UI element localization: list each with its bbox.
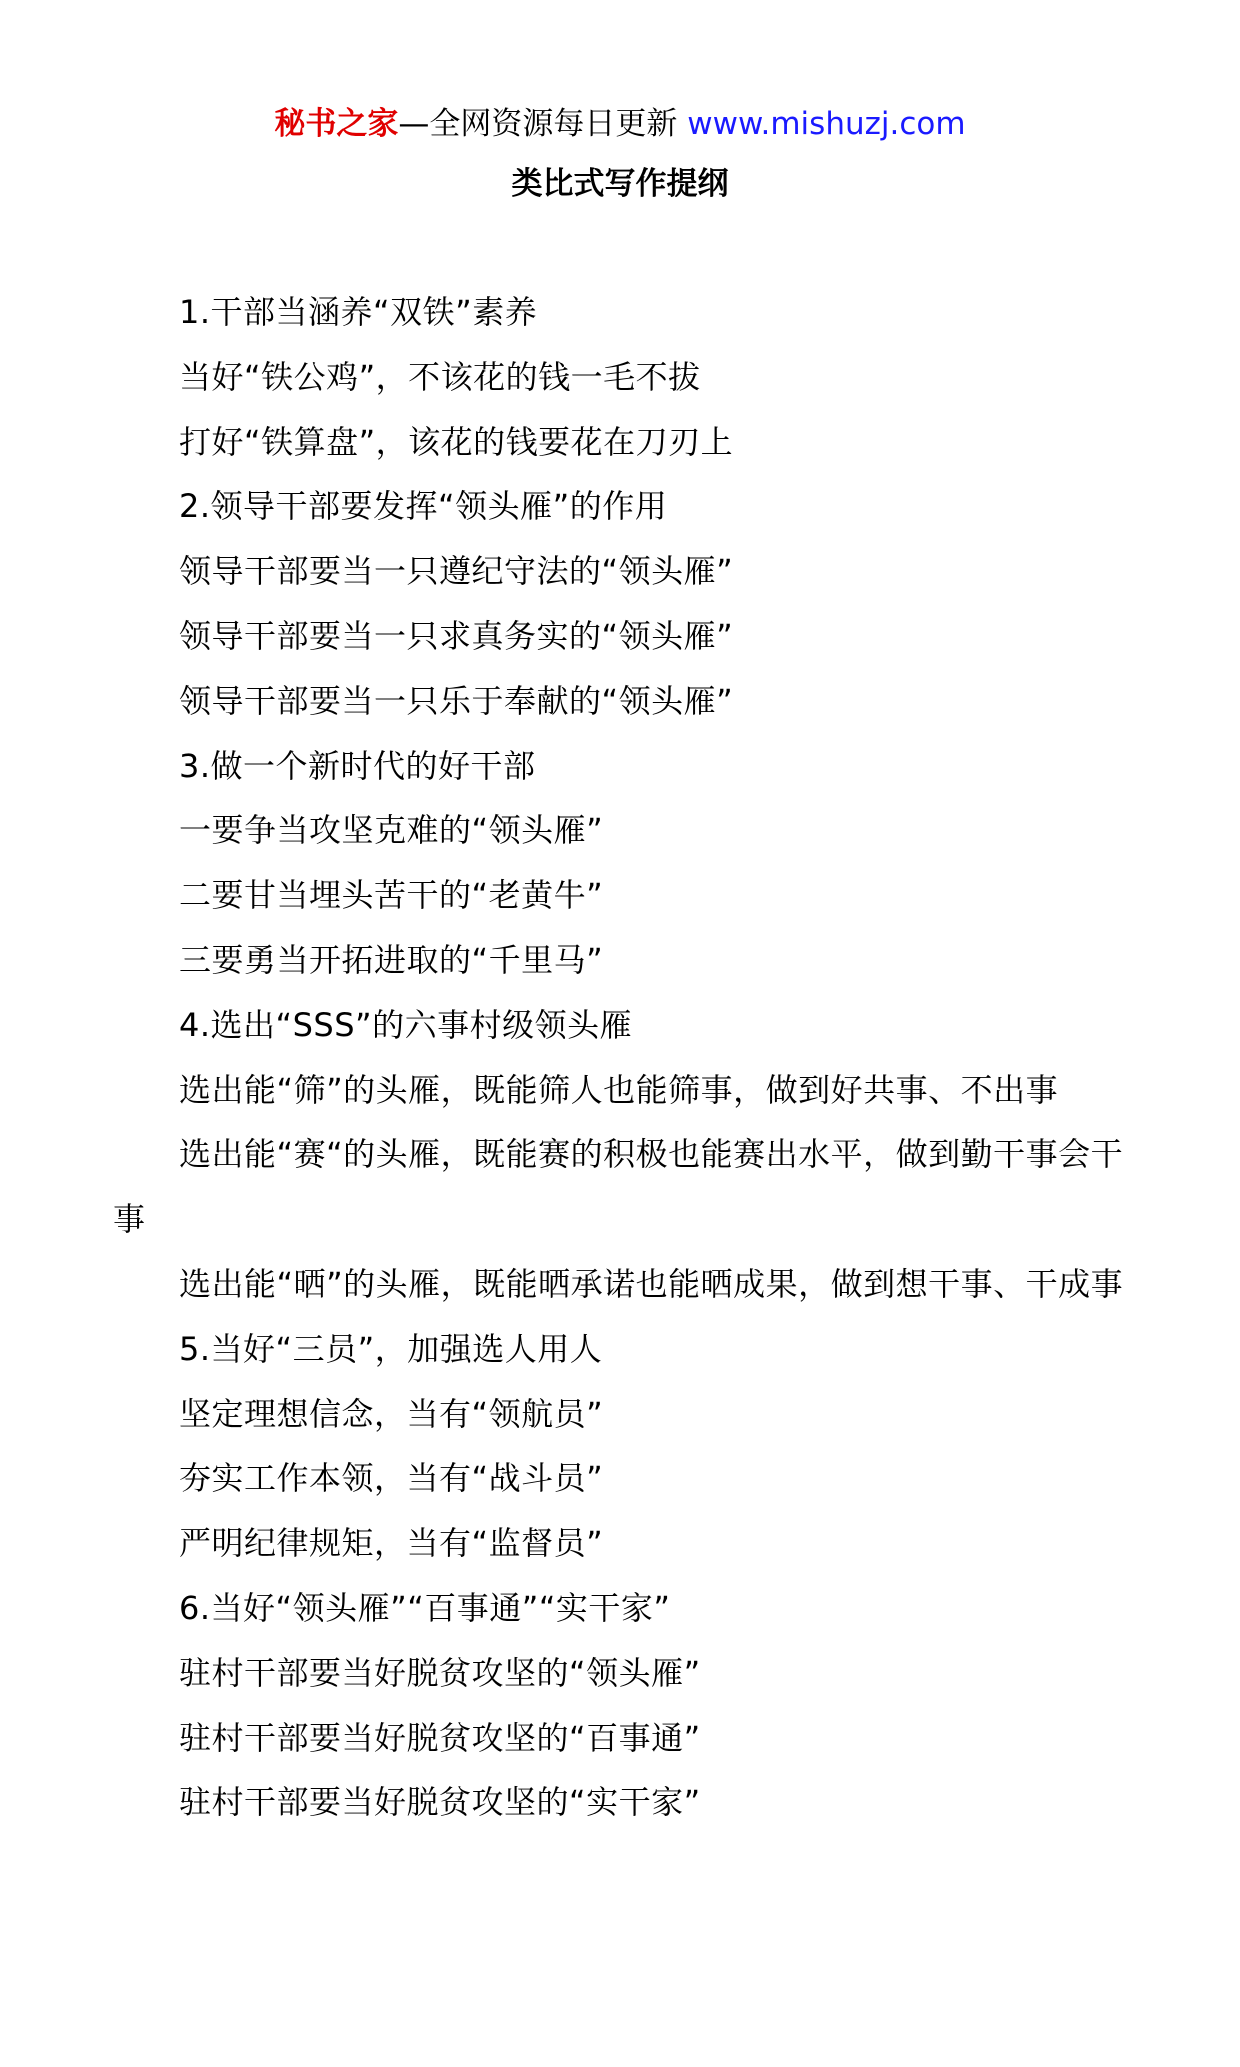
paragraph: 严明纪律规矩，当有“监督员” [179, 1524, 604, 1563]
paragraph: 驻村干部要当好脱贫攻坚的“实干家” [179, 1783, 701, 1822]
paragraph: 选出能“晒”的头雁，既能晒承诺也能晒成果，做到想干事、干成事 [179, 1264, 1124, 1303]
section-heading: 5.当好“三员”，加强选人用人 [179, 1329, 603, 1368]
paragraph: 驻村干部要当好脱贫攻坚的“领头雁” [179, 1653, 701, 1692]
paragraph: 三要勇当开拓进取的“千里马” [179, 940, 604, 979]
paragraph: 领导干部要当一只遵纪守法的“领头雁” [179, 552, 734, 591]
paragraph: 一要争当攻坚克难的“领头雁” [179, 811, 604, 850]
paragraph: 领导干部要当一只乐于奉献的“领头雁” [179, 681, 734, 720]
paragraph: 坚定理想信念，当有“领航员” [179, 1394, 604, 1433]
section-heading: 3.做一个新时代的好干部 [179, 746, 536, 785]
site-tagline: —全网资源每日更新 [398, 106, 678, 142]
site-brand: 秘书之家 [274, 106, 399, 142]
paragraph: 选出能“筛”的头雁，既能筛人也能筛事，做到好共事、不出事 [179, 1070, 1059, 1109]
paragraph: 驻村干部要当好脱贫攻坚的“百事通” [179, 1718, 701, 1757]
section-heading: 1.干部当涵养“双铁”素养 [179, 293, 538, 331]
document-body [113, 280, 1137, 1835]
site-header [0, 100, 1240, 148]
paragraph: 夯实工作本领，当有“战斗员” [179, 1459, 604, 1498]
section-heading: 6.当好“领头雁”“百事通”“实干家” [179, 1588, 671, 1627]
site-url-link[interactable]: www.mishuzj.com [687, 106, 966, 142]
paragraph: 领导干部要当一只求真务实的“领头雁” [179, 616, 734, 655]
paragraph: 二要甘当埋头苦干的“老黄牛” [179, 876, 604, 915]
section-heading: 2.领导干部要发挥“领头雁”的作用 [179, 487, 668, 526]
paragraph: 当好“铁公鸡”，不该花的钱一毛不拔 [179, 357, 701, 396]
section-heading: 4.选出“SSS”的六事村级领头雁 [179, 1005, 633, 1044]
document-title: 类比式写作提纲 [511, 166, 729, 202]
paragraph: 选出能“赛“的头雁，既能赛的积极也能赛出水平，做到勤干事会干事 [113, 1135, 1124, 1239]
paragraph: 打好“铁算盘”，该花的钱要花在刀刃上 [179, 422, 734, 461]
